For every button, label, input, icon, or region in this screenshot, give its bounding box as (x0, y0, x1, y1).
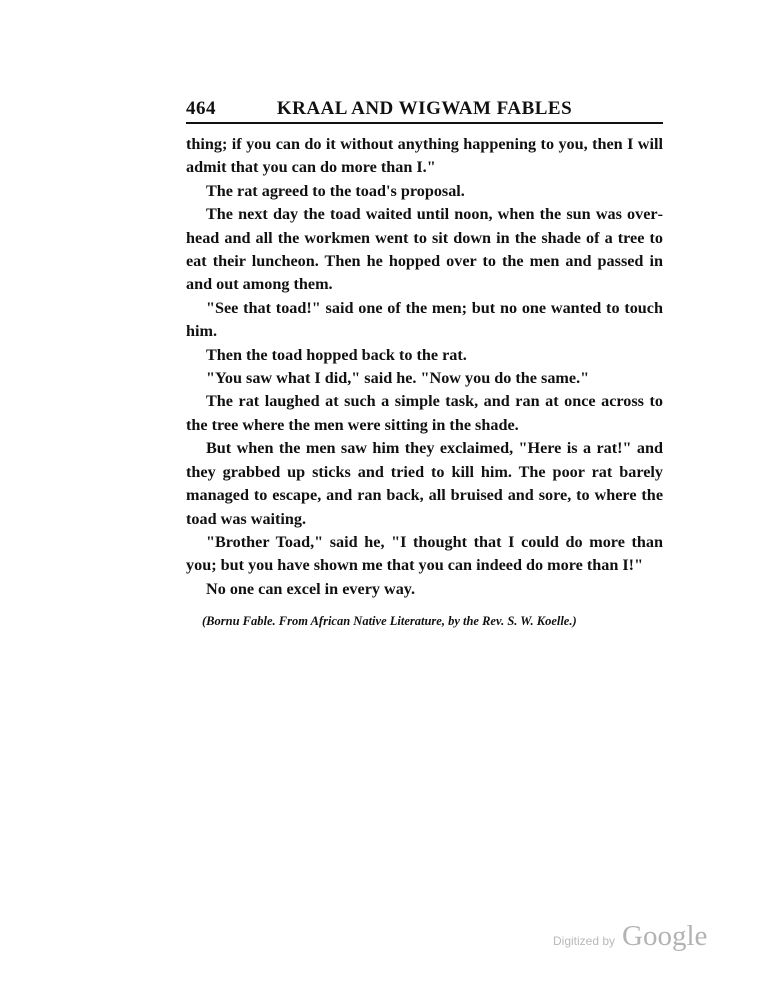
body-text (186, 133, 663, 601)
watermark-prefix: Digitized by (553, 934, 616, 948)
paragraph: The rat laughed at such a simple task, and ran at once across to the tree where the men were sitting in the shade. (186, 392, 663, 434)
google-logo: Google (622, 920, 708, 952)
paragraph: thing; if you can do it without anything happening to you, then I will admit that you can do more than I." (186, 135, 663, 177)
digitized-by-watermark (553, 920, 707, 953)
paragraph: Then the toad hopped back to the rat. (206, 345, 467, 364)
running-head (186, 98, 663, 124)
paragraph: "See that toad!" said one of the men; but no one wanted to touch him. (186, 298, 663, 341)
paragraph: The rat agreed to the toad's proposal. (206, 181, 465, 200)
moral: No one can excel in every way. (206, 579, 416, 598)
paragraph: The next day the toad waited until noon, when the sun was overhead and all the workmen went to sit down in the shade of a tree to eat their luncheon. Then he hopped over to the men and passed in and out among them. (186, 205, 663, 294)
book-page (186, 98, 663, 629)
paragraph: But when the men saw him they exclaimed, "Here is a rat!" and they grabbed up sticks and tried to kill him. The poor rat barely managed to escape, and ran back, all bruised and sore, to where the toad was waiting. (186, 439, 663, 528)
running-title: KRAAL AND WIGWAM FABLES (276, 98, 573, 119)
paragraph: "You saw what I did," said he. "Now you do the same." (206, 369, 590, 388)
paragraph: "Brother Toad," said he, "I thought that I could do more than you; but you have shown me that you can indeed do more than I!" (186, 532, 663, 575)
page-number: 464 (186, 98, 216, 119)
source-citation: (Bornu Fable. From African Native Literature, by the Rev. S. W. Koelle.) (202, 614, 577, 629)
